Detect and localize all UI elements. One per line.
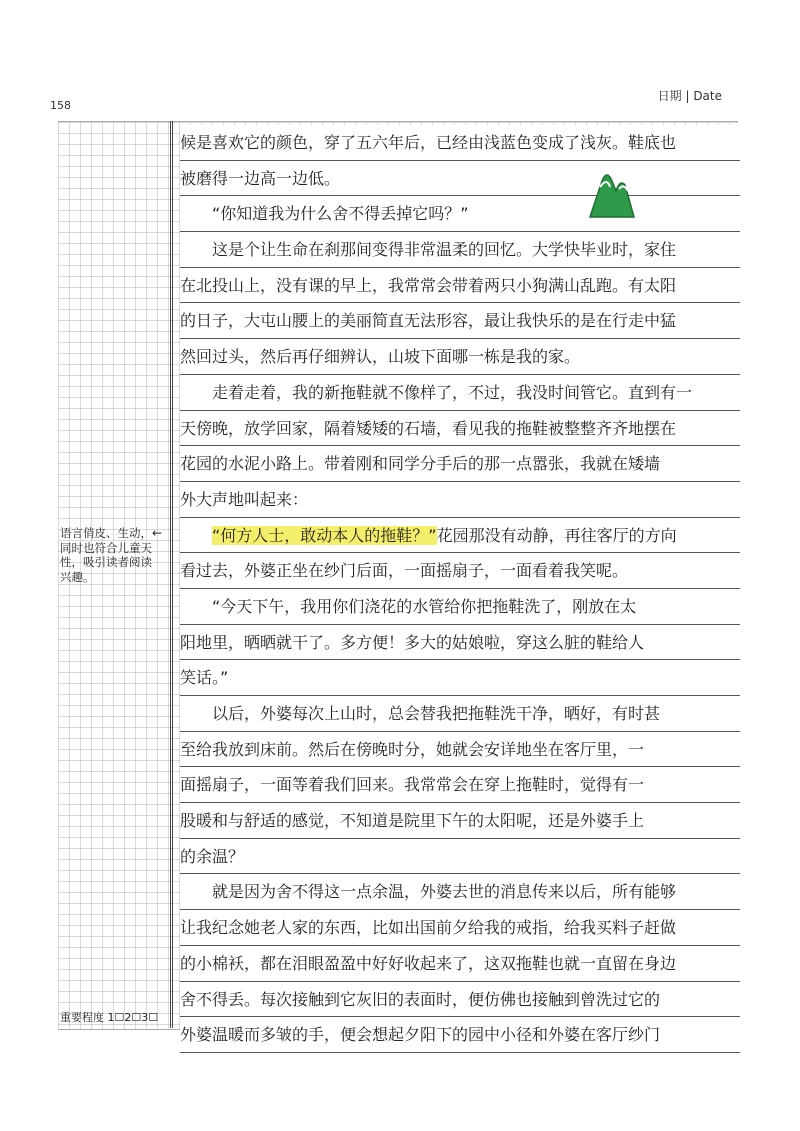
mountain-icon	[588, 167, 636, 219]
importance-rating: 重要程度 1☐2☐3☐	[60, 1011, 159, 1024]
text-line: 舍不得丢。每次接触到它灰旧的表面时，便仿佛也接触到曾洗过它的	[180, 982, 740, 1018]
text-area	[180, 125, 740, 1053]
text-line: “今天下午，我用你们浇花的水管给你把拖鞋洗了，刚放在太	[180, 589, 740, 625]
text-line: 看过去，外婆正坐在纱门后面，一面摇扇子，一面看着我笑呢。	[180, 553, 740, 589]
text-line: 然回过头，然后再仔细辨认，山坡下面哪一栋是我的家。	[180, 339, 740, 375]
margin-line	[170, 121, 173, 1028]
text-line: 花园的水泥小路上。带着刚和同学分手后的那一点嚣张，我就在矮墙	[180, 446, 740, 482]
line-indent	[180, 526, 212, 545]
text-line: 走着走着，我的新拖鞋就不像样了，不过，我没时间管它。直到有一	[180, 375, 740, 411]
date-label: 日期 | Date	[657, 89, 722, 103]
text-line: 在北投山上，没有课的早上，我常常会带着两只小狗满山乱跑。有太阳	[180, 268, 740, 304]
text-line: 就是因为舍不得这一点余温，外婆去世的消息传来以后，所有能够	[180, 874, 740, 910]
text-line: 天傍晚，放学回家，隔着矮矮的石墙，看见我的拖鞋被整整齐齐地摆在	[180, 411, 740, 447]
text-line: 股暖和与舒适的感觉，不知道是院里下午的太阳呢，还是外婆手上	[180, 803, 740, 839]
text-line: 被磨得一边高一边低。	[180, 161, 740, 197]
arrow-left-icon: ←	[152, 526, 163, 540]
line-rest: 花园那没有动静，再往客厅的方向	[436, 525, 677, 545]
text-line: 的余温？	[180, 839, 740, 875]
text-line: 的小棉袄，都在泪眼盈盈中好好收起来了，这双拖鞋也就一直留在身边	[180, 946, 740, 982]
text-line: 外婆温暖而多皱的手，便会想起夕阳下的园中小径和外婆在客厅纱门	[180, 1017, 740, 1053]
text-line: 面摇扇子，一面等着我们回来。我常常会在穿上拖鞋时，觉得有一	[180, 767, 740, 803]
text-line: 外大声地叫起来：	[180, 482, 740, 518]
text-line-highlighted	[180, 518, 740, 554]
text-line: “你知道我为什么舍不得丢掉它吗？”	[180, 196, 740, 232]
text-line: 候是喜欢它的颜色，穿了五六年后，已经由浅蓝色变成了浅灰。鞋底也	[180, 125, 740, 161]
text-line: 这是个让生命在刹那间变得非常温柔的回忆。大学快毕业时，家住	[180, 232, 740, 268]
page-number: 158	[50, 99, 71, 112]
text-line: 的日子，大屯山腰上的美丽简直无法形容，最让我快乐的是在行走中猛	[180, 303, 740, 339]
text-line: 以后，外婆每次上山时，总会替我把拖鞋洗干净，晒好，有时甚	[180, 696, 740, 732]
margin-note: 语言俏皮、生动，同时也符合儿童天性，吸引读者阅读兴趣。	[60, 526, 152, 584]
highlighted-quote: “何方人士，敢动本人的拖鞋？”	[212, 525, 437, 545]
text-line: 让我纪念她老人家的东西，比如出国前夕给我的戒指，给我买料子赶做	[180, 910, 740, 946]
text-line: 阳地里，晒晒就干了。多方便！多大的姑娘啦，穿这么脏的鞋给人	[180, 625, 740, 661]
text-line: 至给我放到床前。然后在傍晚时分，她就会安详地坐在客厅里，一	[180, 732, 740, 768]
text-line: 笑话。”	[180, 660, 740, 696]
